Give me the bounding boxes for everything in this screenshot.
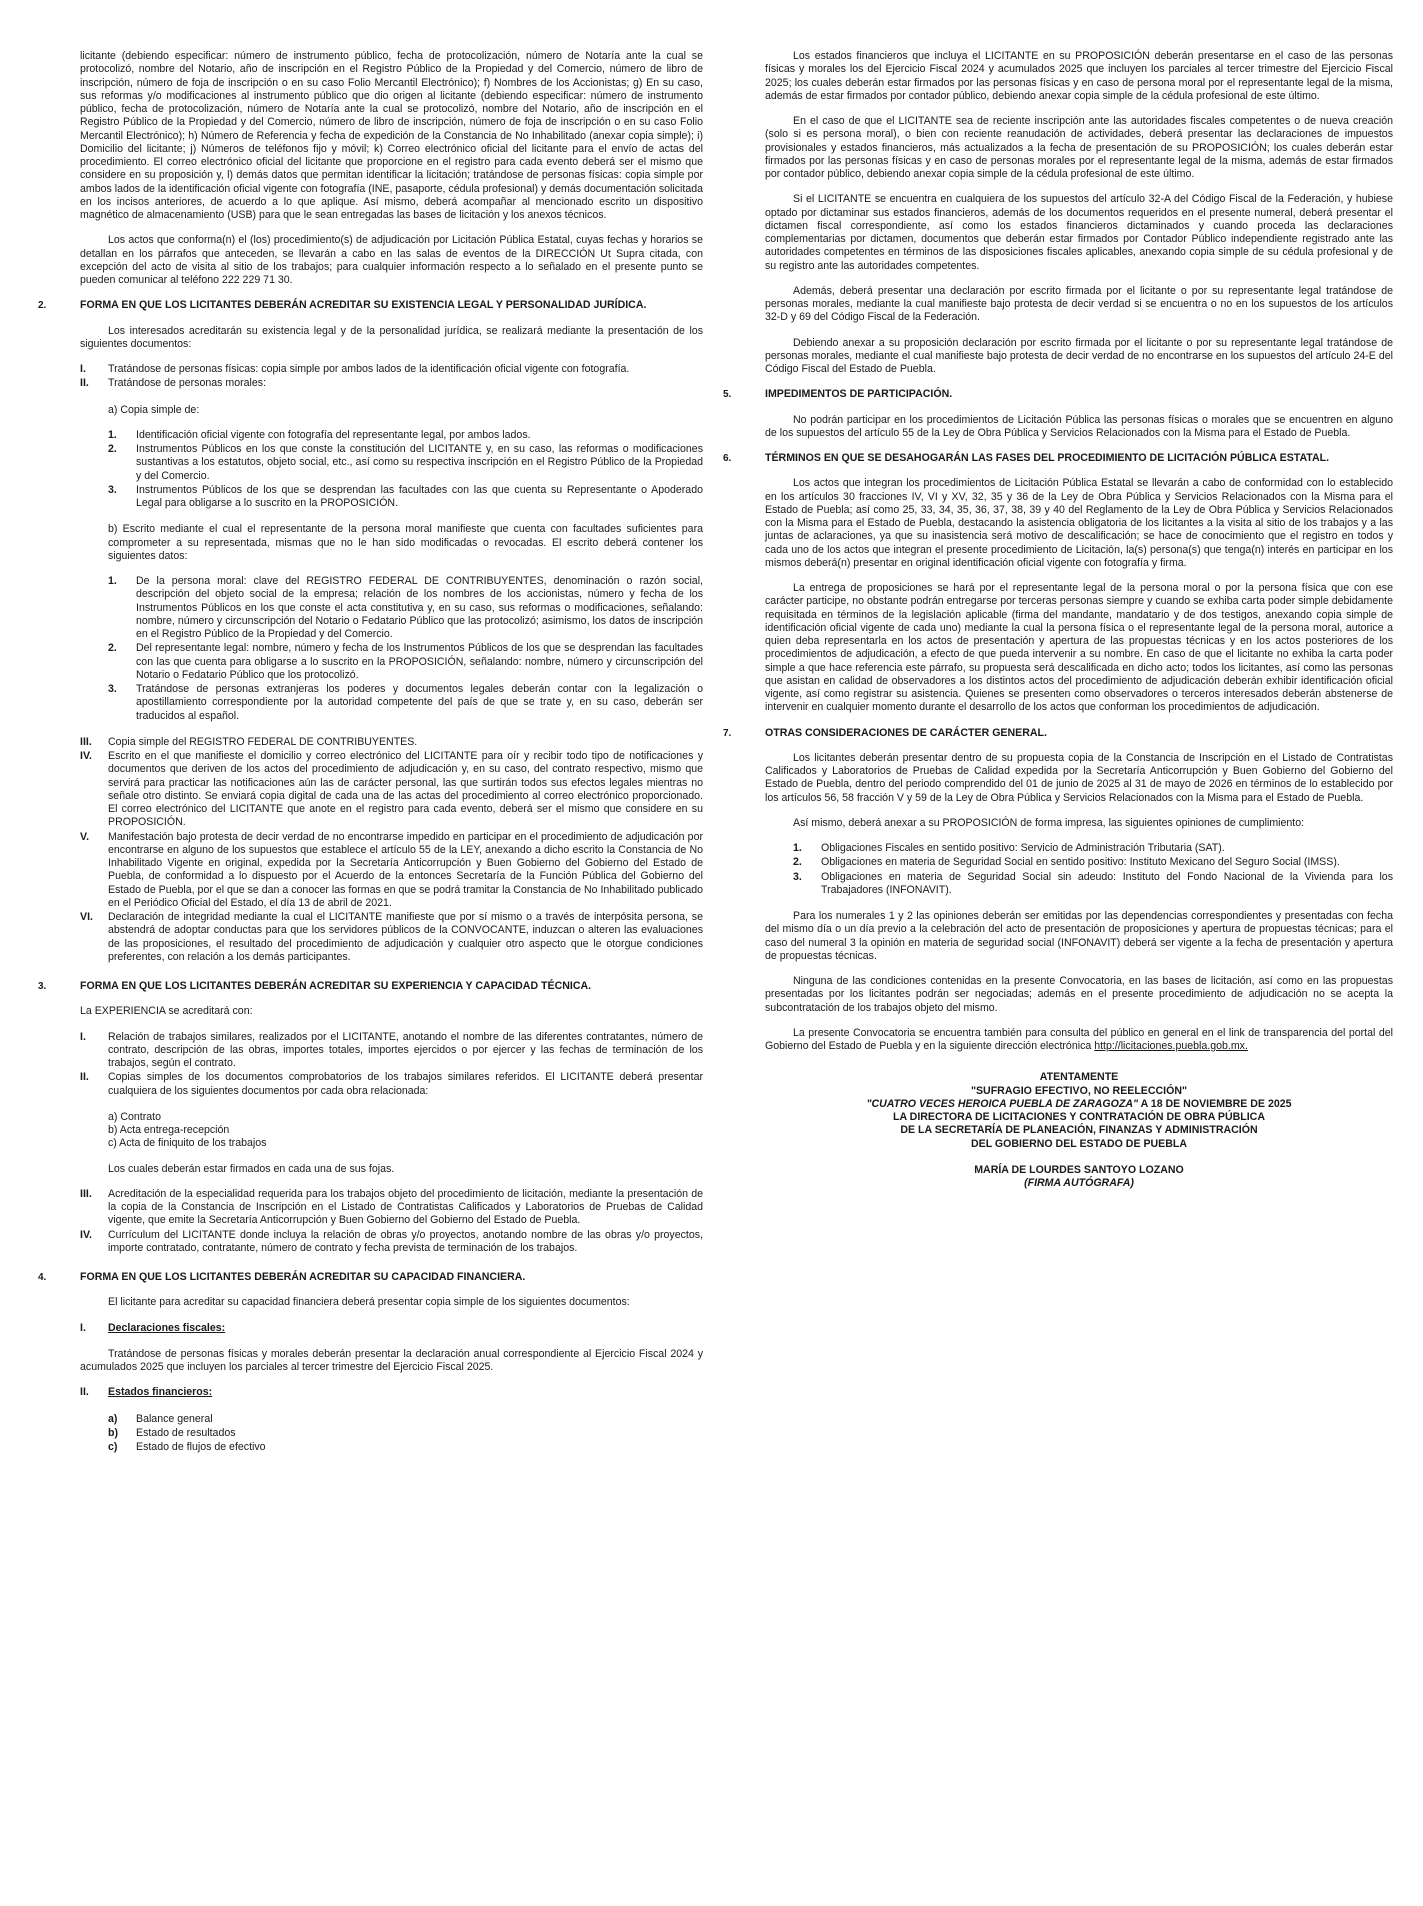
closing-line: DEL GOBIERNO DEL ESTADO DE PUEBLA bbox=[970, 1137, 1188, 1150]
item-number: b) bbox=[108, 1426, 118, 1439]
item-text: Copias simples de los documentos comprobatorios de los trabajos similares referidos. El LICITANTE deberá presentar cualquiera de los siguientes documentos por cada obra relacionada: bbox=[108, 1071, 703, 1097]
item-text: Instrumentos Públicos de los que se desprendan las facultades con las que cuenta su Representante o Apoderado Legal para obligarse a lo suscrito en la PROPOSICIÓN. bbox=[136, 483, 703, 509]
list-item bbox=[108, 484, 703, 511]
item-text: Declaraciones fiscales: bbox=[108, 1321, 226, 1334]
item-number: 3. bbox=[108, 483, 117, 496]
item-number: VI. bbox=[80, 911, 93, 923]
subitem-a: a) Copia simple de: bbox=[108, 403, 200, 416]
section-number: 6. bbox=[723, 453, 732, 464]
list-item bbox=[793, 856, 1393, 869]
paragraph-text: La presente Convocatoria se encuentra también para consulta del público en general en el link de transparencia del portal del Gobierno del Estado de Puebla y en la siguiente dirección electrónica bbox=[765, 1026, 1393, 1052]
paragraph: Además, deberá presentar una declaración por escrito firmada por el licitante o por su representante legal tratándose de personas morales, mediante la cual manifieste bajo protesta de decir verdad si se encuentra o no en los supuestos de los artículos 32-D y 69 del Código Fiscal de la Federación. bbox=[765, 284, 1393, 324]
list-item bbox=[80, 831, 703, 911]
item-number: II. bbox=[80, 1071, 89, 1084]
paragraph: El licitante para acreditar su capacidad financiera deberá presentar copia simple de los siguientes documentos: bbox=[108, 1296, 630, 1309]
list-item bbox=[80, 1229, 703, 1256]
item-number: I. bbox=[80, 1030, 86, 1043]
item-text: Obligaciones en materia de Seguridad Social sin adeudo: Instituto del Fondo Nacional de la Vivienda para los Trabajadores (INFONAVIT). bbox=[821, 870, 1393, 896]
item-text: Escrito en el que manifieste el domicilio y correo electrónico del LICITANTE para oír y recibir todo tipo de notificaciones y documentos que deriven de los actos del procedimiento de adjudicación y, en su caso, del contrato respectivo, mismo que servirá para practicar las notificaciones aún las de carácter personal, las que surtirán todos sus efectos legales mientras no señale otro distinto. Se enviará copia digital de cada una de las actas del procedimiento al correo electrónico proporcionado. El correo electrónico del LICITANTE que anote en el registro para cada evento, deberá ser el mismo que considere en su PROPOSICIÓN. bbox=[108, 750, 703, 829]
paragraph: Los interesados acreditarán su existencia legal y de la personalidad jurídica, se realizará mediante la presentación de los siguientes documentos: bbox=[80, 324, 703, 350]
right-column bbox=[723, 50, 1393, 1190]
item-number: III. bbox=[80, 735, 92, 748]
paragraph-actos: Los actos que conforma(n) el (los) procedimiento(s) de adjudicación por Licitación Pública Estatal, cuyas fechas y horarios se detallan en los párrafos que anteceden, se llevarán a cabo en las salas de eventos de la DIRECCIÓN Ut Supra citada, con excepción del acto de visita al sitio de los trabajos; para cualquier información respecto a lo señalado en el presente punto se pueden comunicar al teléfono 222 229 71 30. bbox=[80, 234, 703, 286]
list-item bbox=[80, 363, 703, 376]
section-number: 3. bbox=[38, 981, 47, 992]
item-text: Identificación oficial vigente con fotografía del representante legal, por ambos lados. bbox=[136, 428, 531, 441]
section-title: TÉRMINOS EN QUE SE DESAHOGARÁN LAS FASES DEL PROCEDIMIENTO DE LICITACIÓN PÚBLICA ESTATAL. bbox=[765, 452, 1330, 464]
closing-line: LA DIRECTORA DE LICITACIONES Y CONTRATACIÓN DE OBRA PÚBLICA bbox=[893, 1111, 1265, 1123]
item-text: Estados financieros: bbox=[108, 1386, 213, 1399]
item-number: 1. bbox=[108, 575, 117, 587]
item-number: 1. bbox=[108, 428, 117, 441]
section-7-heading bbox=[723, 726, 1393, 740]
paragraph: Si el LICITANTE se encuentra en cualquiera de los supuestos del artículo 32-A del Código Fiscal de la Federación, y hubiese optado por dictaminar sus estados financieros, además de los documentos requeridos en el presente numeral, deberá presentar el dictamen fiscal correspondiente, así como los estados financieros dictaminados y cuando proceda las declaraciones complementarias por dictamen, documentos que deberán estar firmados por Contador Público independiente registrado ante las autoridades competentes en términos de las disposiciones fiscales aplicables, anexando copia simple de su cédula profesional y de su registro ante las autoridades competentes. bbox=[765, 193, 1393, 272]
signatory-name: MARÍA DE LOURDES SANTOYO LOZANO bbox=[974, 1163, 1184, 1176]
paragraph-intro: licitante (debiendo especificar: número de instrumento público, fecha de protocolización, número de Notaría ante la cual se protocolizó, nombre del Notario, año de inscripción en el Registro Público de la Propiedad y del Comercio, número de libro de inscripción, número de foja de inscripción o en su caso Folio Mercantil Electrónico); f) Nombres de los Accionistas; g) En su caso, sus reformas y/o modificaciones al instrumento público que dio origen al licitante (debiendo especificar: número de instrumento público, fecha de protocolización, número de Notaría ante la cual se protocolizó, nombre del Notario, año de inscripción en el Registro Público de la Propiedad y del Comercio, número de libro de inscripción, número de foja de inscripción o en su caso Folio Mercantil Electrónico); h) Número de Referencia y fecha de expedición de la Constancia de No Inhabilitado (anexar copia simple); i) Domicilio del licitante; j) Números de teléfonos fijo y móvil; k) Correo electrónico oficial del licitante para el envío de actas del procedimiento. El correo electrónico oficial del licitante que proporcione en el registro para cada evento deberá ser el mismo que considere en su proposición y, l) demás datos que permitan identificar la licitación; tratándose de personas físicas: copia simple por ambos lados de la identificación oficial vigente con fotografía (INE, pasaporte, cédula profesional) y demás documentación solicitada en los incisos anteriores, de acuerdo a lo que aplique. Así mismo, deberá acompañar al mencionado escrito un dispositivo magnético de almacenamiento (USB) para que le sean entregadas las bases de licitación y los anexos técnicos. bbox=[80, 50, 703, 221]
list-item bbox=[80, 1386, 703, 1399]
item-text: Tratándose de personas extranjeras los poderes y documentos legales deberán contar con la legalización o apostillamiento correspondiente por la autoridad competente del país de que se trate y, en su caso, deberán ser traducidos al español. bbox=[136, 683, 703, 722]
item-text: Obligaciones en materia de Seguridad Social en sentido positivo: Instituto Mexicano del Seguro Social (IMSS). bbox=[821, 856, 1340, 869]
paragraph: Los licitantes deberán presentar dentro de su propuesta copia de la Constancia de Inscripción en el Listado de Contratistas Calificados y Laboratorios de Pruebas de Calidad expedida por la Secretaría Anticorrupción y Buen Gobierno del Gobierno del Estado de Puebla, dentro del periodo comprendido del 01 de junio de 2025 al 31 de mayo de 2026 en términos de lo establecido por los artículos 56, 58 fracción V y 59 de la Ley de Obra Pública y Servicios Relacionados con la Misma para el Estado de Puebla. bbox=[765, 751, 1393, 804]
list-item bbox=[108, 443, 703, 483]
closing-italic: "CUATRO VECES HEROICA PUEBLA DE ZARAGOZA" bbox=[866, 1097, 1139, 1110]
paragraph-link bbox=[765, 1027, 1393, 1054]
subitem-b: b) Escrito mediante el cual el representante de la persona moral manifieste que cuenta con facultades suficientes para comprometer a su representada, mismas que no le han sido modificadas o revocadas. El escrito deberá contener los siguientes datos: bbox=[108, 523, 703, 562]
item-text: Obligaciones Fiscales en sentido positivo: Servicio de Administración Tributaria (SAT). bbox=[821, 842, 1225, 854]
list-item bbox=[80, 1188, 703, 1228]
list-item bbox=[80, 1031, 703, 1071]
list-item: b) Acta entrega-recepción bbox=[108, 1124, 230, 1136]
list-item: a) Contrato bbox=[108, 1110, 161, 1123]
item-number: 3. bbox=[108, 683, 117, 695]
item-text: Declaración de integridad mediante la cual el LICITANTE manifieste que por sí mismo o a través de interpósita persona, se abstendrá de adoptar conductas para que los servidores públicos de la CONVOCANTE, induzcan o alteren las evaluaciones de las proposiciones, el resultado del procedimiento de adjudicación y cualquier otro aspecto que le otorgue condiciones preferentes, con relación a los demás participantes. bbox=[108, 911, 703, 963]
paragraph: La EXPERIENCIA se acreditará con: bbox=[80, 1005, 253, 1018]
paragraph: Así mismo, deberá anexar a su PROPOSICIÓN de forma impresa, las siguientes opiniones de cumplimiento: bbox=[793, 816, 1305, 829]
item-number: 2. bbox=[108, 443, 117, 455]
item-text: Acreditación de la especialidad requerida para los trabajos objeto del procedimiento de licitación, mediante la presentación de la copia de la Constancia de Inscripción en el Listado de Contratistas Calificados y Laboratorios de Pruebas de Calidad vigente, que emite la Secretaría Anticorrupción y Buen Gobierno del Gobierno del Estado de Puebla. bbox=[108, 1187, 703, 1227]
paragraph: Para los numerales 1 y 2 las opiniones deberán ser emitidas por las dependencias correspondientes y presentadas con fecha del mismo día o un día previo a la celebración del acto de presentación de proposiciones y apertura de propuestas técnicas; para el caso del numeral 3 la opinión en materia de seguridad social (INFONAVIT) deberá ser vigente a la fecha de presentación y apertura de propuestas técnicas. bbox=[765, 910, 1393, 962]
item-number: 2. bbox=[793, 856, 802, 869]
item-number: II. bbox=[80, 377, 89, 390]
list-item bbox=[80, 911, 703, 964]
list-item: c) Acta de finiquito de los trabajos bbox=[108, 1137, 267, 1150]
paragraph: Los actos que integran los procedimientos de Licitación Pública Estatal se llevarán a cabo de conformidad con lo establecido en los artículos 30 fracciones IV, VI y XV, 32, 35 y 36 de la Ley de Obra Pública y Servicios Relacionados con la Misma para el Estado de Puebla; así como 25, 33, 34, 35, 36, 37, 38, 39 y 40 del Reglamento de la Ley de Obra Pública y Servicios Relacionados con la Misma para el Estado de Puebla, destacando la asistencia obligatoria de los licitantes a la visita al sitio de los trabajos y a las juntas de aclaraciones, ya que su inasistencia será motivo de descalificación; se hace de conocimiento que el registro en todos y cada uno de los actos que integran el presente procedimiento de Licitación, la(s) persona(s) que tenga(n) interés en participar en los mismos deberá(n) presentar en original identificación oficial vigente con fotografía y firma. bbox=[765, 477, 1393, 569]
section-number: 4. bbox=[38, 1272, 47, 1283]
signature-note: (FIRMA AUTÓGRAFA) bbox=[1024, 1177, 1134, 1189]
section-6-heading bbox=[723, 452, 1393, 465]
section-title: OTRAS CONSIDERACIONES DE CARÁCTER GENERAL. bbox=[765, 726, 1047, 739]
section-title: IMPEDIMENTOS DE PARTICIPACIÓN. bbox=[765, 388, 953, 401]
item-number: I. bbox=[80, 1321, 86, 1334]
item-text: Manifestación bajo protesta de decir verdad de no encontrarse impedido en participar en el procedimiento de adjudicación por encontrarse en alguno de los supuestos que establece el artículo 55 de la LEY, anexando a dicho escrito la Constancia de No Inhabilitado Vigente en original, expedida por la Secretaría Anticorrupción y Buen Gobierno del Gobierno del Estado de Puebla, de conformidad a lo dispuesto por el Acuerdo de la entonces Secretaría de la Función Pública del Gobierno del Estado de Puebla, por el que se dan a conocer las formas en que se podrá tramitar la Constancia de No Inhabilitado publicado en el Periódico Oficial del Estado, el día 13 de abril de 2021. bbox=[108, 830, 703, 909]
item-number: 3. bbox=[793, 870, 802, 883]
item-text: Del representante legal: nombre, número y fecha de los Instrumentos Públicos de los que se desprendan las facultades con las que cuenta para obligarse a lo suscrito en la PROPOSICIÓN, señalando: nombre, número y circunscripción del Notario o Fedatario Público que los protocolizó. bbox=[136, 642, 703, 681]
list-item bbox=[108, 683, 703, 723]
section-number: 2. bbox=[38, 300, 47, 312]
item-number: IV. bbox=[80, 750, 92, 762]
paragraph: En el caso de que el LICITANTE sea de reciente inscripción ante las autoridades fiscales competentes o de nueva creación (solo si es persona moral), o bien con reciente reanudación de actividades, deberá presentar las declaraciones de impuestos provisionales y estados financieros, más actualizados a la fecha de presentación de su PROPOSICIÓN; los cuales deberán estar firmados por las personas físicas y en caso de personas morales por el representante legal de la misma, además de estar firmados por contador público, debiendo anexar copia simple de la cédula profesional de este último. bbox=[765, 115, 1393, 180]
list-item bbox=[108, 642, 703, 682]
item-number: II. bbox=[80, 1386, 89, 1399]
section-4-heading bbox=[38, 1271, 703, 1284]
list-item bbox=[108, 1413, 703, 1426]
section-5-heading bbox=[723, 388, 1393, 401]
closing-line bbox=[765, 1098, 1393, 1111]
closing-block bbox=[765, 1071, 1393, 1190]
paragraph: Ninguna de las condiciones contenidas en la presente Convocatoria, en las bases de licitación, así como en las propuestas presentadas por los licitantes podrán ser negociadas; además en el presente procedimiento de adjudicación no se acepta la subcontratación de los trabajos objeto del mismo. bbox=[765, 975, 1393, 1014]
section-title: FORMA EN QUE LOS LICITANTES DEBERÁN ACREDITAR SU EXPERIENCIA Y CAPACIDAD TÉCNICA. bbox=[80, 980, 592, 992]
item-number: V. bbox=[80, 830, 90, 843]
paragraph: La entrega de proposiciones se hará por el representante legal de la persona moral o por la persona física que con ese carácter participe, no obstante podrán entregarse por terceras personas siempre y cuando se exhiba carta poder simple debidamente requisitada en términos de la legislación aplicable (firma del mandante, mandatario y de dos testigos, anexando copia simple de identificación oficial vigente de cada uno) mediante la cual la persona física o el representante legal de la persona moral, autorice a quien deba representarla en los actos de presentación y apertura de las propuestas técnicas y en los actos posteriores de los procedimientos de adjudicación, a efecto de que pueda intervenir a su nombre. En caso de que el licitante no exhiba la carta poder simple a que hace referencia este párrafo, su propuesta será descalificada en dicho acto; todos los licitantes, así como las personas que asistan en calidad de observadores a los distintos actos del procedimiento de adjudicación deberán exhibir identificación oficial vigente, así como registrar su asistencia. Quienes se presenten como observadores o terceros interesados deberán abstenerse de intervenir en cualquier momento durante el desarrollo de los actos que conforman los procedimientos de adjudicación. bbox=[765, 582, 1393, 714]
list-item bbox=[80, 1071, 703, 1098]
closing-line: DE LA SECRETARÍA DE PLANEACIÓN, FINANZAS Y ADMINISTRACIÓN bbox=[900, 1124, 1258, 1137]
paragraph: No podrán participar en los procedimientos de Licitación Pública las personas físicas o morales que se encuentren en alguno de los supuestos del artículo 55 de la Ley de Obra Pública y Servicios Relacionados con la Misma para el Estado de Puebla. bbox=[765, 413, 1393, 439]
paragraph: Los cuales deberán estar firmados en cada una de sus fojas. bbox=[108, 1162, 395, 1175]
list-item bbox=[80, 377, 703, 390]
closing-line: ATENTAMENTE bbox=[1039, 1071, 1119, 1084]
left-column bbox=[38, 50, 703, 1455]
item-text: Estado de flujos de efectivo bbox=[136, 1441, 266, 1453]
item-text: Tratándose de personas físicas: copia simple por ambos lados de la identificación oficial vigente con fotografía. bbox=[108, 363, 630, 375]
paragraph: Los estados financieros que incluya el LICITANTE en su PROPOSICIÓN deberán presentarse en el caso de las personas físicas y morales los del Ejercicio Fiscal 2024 y acumulados 2025 que incluyen los parciales al tercer trimestre del Ejercicio Fiscal 2025; los cuales deberán estar firmados por las personas físicas y en caso de persona moral por el representante legal de la misma, además de estar firmados por contador público, debiendo anexar copia simple de la cédula profesional de este último. bbox=[765, 50, 1393, 102]
item-text: Instrumentos Públicos en los que conste la constitución del LICITANTE y, en su caso, las reformas o modificaciones sustantivas a los estatutos, objeto social, etc., así como su respectiva inscripción en el Registro Público de la Propiedad y del Comercio. bbox=[136, 443, 703, 482]
item-number: I. bbox=[80, 363, 86, 375]
item-text: De la persona moral: clave del REGISTRO FEDERAL DE CONTRIBUYENTES, denominación o razón social, descripción del objeto social de la empresa; relación de los nombres de los accionistas, número y fecha de los Instrumentos Públicos en los que conste el acta constitutiva y, en su caso, sus reformas o modificaciones, señalando: nombre, número y circunscripción del Notario o Fedatario Público que las protocolizó; asimismo, los datos de inscripción en el Registro Público de la Propiedad y del Comercio. bbox=[136, 575, 703, 640]
section-number: 5. bbox=[723, 389, 732, 401]
section-number: 7. bbox=[723, 727, 732, 739]
item-text: Currículum del LICITANTE donde incluya la relación de obras y/o proyectos, anotando nombre de las obras y/o proyectos, importe contratado, contratante, número de contrato y fecha prevista de terminación de los trabajos. bbox=[108, 1228, 703, 1254]
list-item bbox=[108, 1441, 703, 1454]
item-text: Copia simple del REGISTRO FEDERAL DE CONTRIBUYENTES. bbox=[108, 735, 418, 748]
list-item bbox=[793, 871, 1393, 898]
list-item bbox=[793, 842, 1393, 855]
closing-line: "SUFRAGIO EFECTIVO, NO REELECCIÓN" bbox=[970, 1084, 1188, 1097]
list-item bbox=[108, 429, 703, 442]
item-text: Relación de trabajos similares, realizados por el LICITANTE, anotando el nombre de las diferentes contratantes, número de contrato, descripción de las obras, importes totales, importes ejercidos o por ejercer y las fechas de terminación de los trabajos, según el contrato. bbox=[108, 1030, 703, 1069]
list-item bbox=[108, 575, 703, 641]
closing-date: A 18 DE NOVIEMBRE DE 2025 bbox=[1138, 1097, 1292, 1110]
section-3-heading bbox=[38, 980, 703, 993]
item-text: Tratándose de personas morales: bbox=[108, 377, 267, 390]
section-2-heading bbox=[38, 299, 703, 312]
item-text: Estado de resultados bbox=[136, 1426, 236, 1439]
list-item bbox=[80, 1322, 703, 1335]
item-text: Balance general bbox=[136, 1412, 213, 1425]
section-title: FORMA EN QUE LOS LICITANTES DEBERÁN ACREDITAR SU CAPACIDAD FINANCIERA. bbox=[80, 1271, 526, 1283]
item-number: 1. bbox=[793, 842, 802, 854]
portal-link[interactable]: http://licitaciones.puebla.gob.mx. bbox=[1094, 1040, 1248, 1052]
list-item bbox=[80, 736, 703, 749]
list-item bbox=[108, 1427, 703, 1440]
section-title: FORMA EN QUE LOS LICITANTES DEBERÁN ACREDITAR SU EXISTENCIA LEGAL Y PERSONALIDAD JURÍDICA. bbox=[80, 299, 647, 312]
item-number: 2. bbox=[108, 642, 117, 655]
item-number: III. bbox=[80, 1187, 92, 1200]
list-item bbox=[80, 750, 703, 830]
paragraph: Tratándose de personas físicas y morales deberán presentar la declaración anual correspondiente al Ejercicio Fiscal 2024 y acumulados 2025 que incluyen los parciales al tercer trimestre del Ejercicio Fiscal 2025. bbox=[80, 1347, 703, 1373]
item-number: c) bbox=[108, 1441, 118, 1453]
paragraph: Debiendo anexar a su proposición declaración por escrito firmada por el licitante o por su representante legal tratándose de personas morales, mediante el cual manifieste bajo protesta de decir verdad de no encontrarse en los supuestos del artículo 24-E del Código Fiscal del Estado de Puebla. bbox=[765, 336, 1393, 375]
item-number: IV. bbox=[80, 1228, 92, 1241]
item-number: a) bbox=[108, 1412, 118, 1425]
